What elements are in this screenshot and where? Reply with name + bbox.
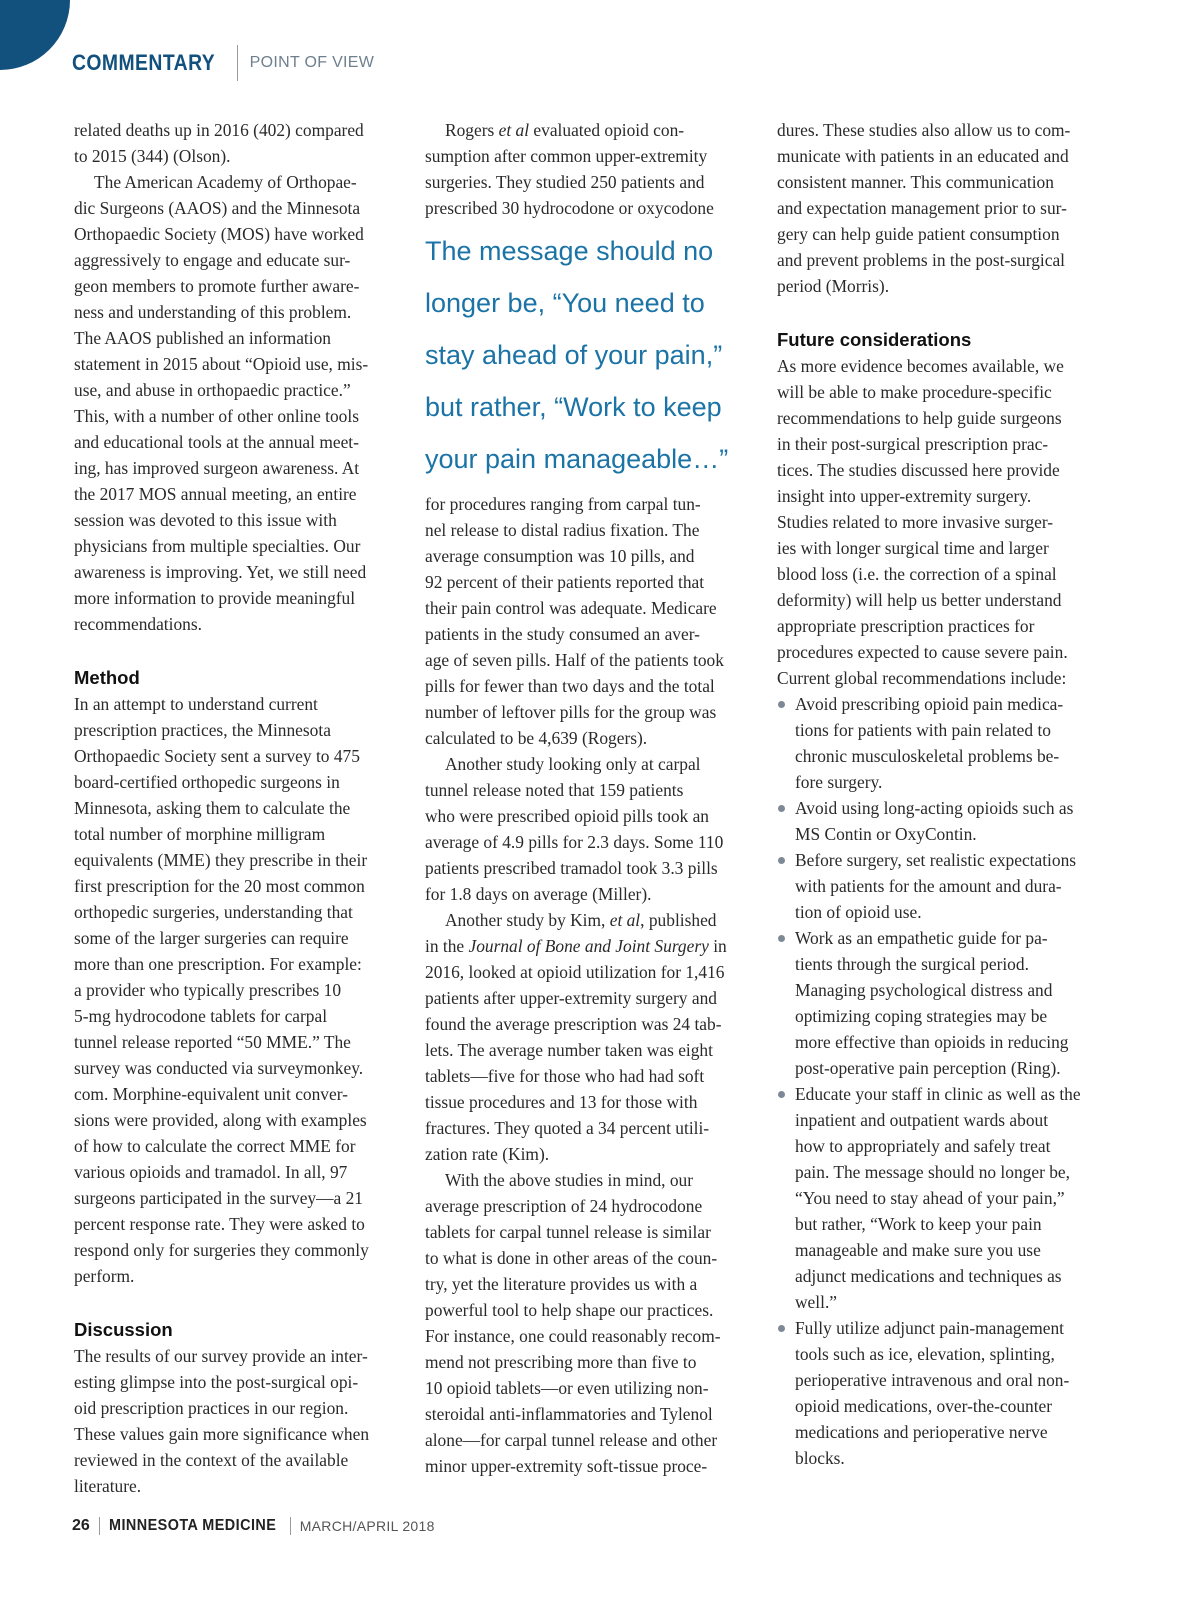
recommendation-item bbox=[777, 847, 1107, 925]
text-line: pain. The message should no longer be, bbox=[795, 1162, 1070, 1182]
text-line: medications and perioperative nerve bbox=[795, 1422, 1048, 1442]
page-footer bbox=[72, 1513, 435, 1539]
text-line: ies with longer surgical time and larger bbox=[777, 538, 1049, 558]
recommendation-item bbox=[777, 795, 1107, 847]
discussion-heading: Discussion bbox=[74, 1319, 173, 1340]
text-line: the 2017 MOS annual meeting, an entire bbox=[74, 484, 357, 504]
text-line: tions for patients with pain related to bbox=[795, 720, 1051, 740]
text-line: pills for fewer than two days and the total bbox=[425, 676, 715, 696]
text-line: For instance, one could reasonably recom- bbox=[425, 1326, 721, 1346]
text-line: inpatient and outpatient wards about bbox=[795, 1110, 1049, 1130]
text-line: and educational tools at the annual meet- bbox=[74, 432, 359, 452]
text-line: “You need to stay ahead of your pain,” bbox=[795, 1188, 1065, 1208]
text-line: patients after upper-extremity surgery and bbox=[425, 988, 717, 1008]
text-line: tunnel release reported “50 MME.” The bbox=[74, 1032, 351, 1052]
text-line: percent response rate. They were asked to bbox=[74, 1214, 365, 1234]
text-line: surgeries. They studied 250 patients and bbox=[425, 172, 705, 192]
text-line: calculated to be 4,639 (Rogers). bbox=[425, 728, 648, 748]
text-line: total number of morphine milligram bbox=[74, 824, 326, 844]
text-line: chronic musculoskeletal problems be- bbox=[795, 746, 1060, 766]
text-line: average of 4.9 pills for 2.3 days. Some 110 bbox=[425, 832, 724, 852]
paragraph-discussion bbox=[74, 1343, 404, 1499]
text-line: powerful tool to help shape our practices. bbox=[425, 1300, 714, 1320]
spacer bbox=[74, 1289, 404, 1315]
text-line: consistent manner. This communication bbox=[777, 172, 1054, 192]
text-line: The AAOS published an information bbox=[74, 328, 331, 348]
text-line: respond only for surgeries they commonly bbox=[74, 1240, 369, 1260]
text-line: Orthopaedic Society sent a survey to 475 bbox=[74, 746, 360, 766]
text-line: Orthopaedic Society (MOS) have worked bbox=[74, 224, 364, 244]
text-line: to what is done in other areas of the coun- bbox=[425, 1248, 718, 1268]
section-title: COMMENTARY bbox=[72, 50, 216, 75]
pull-quote bbox=[425, 225, 755, 485]
text-line: oid prescription practices in our region. bbox=[74, 1398, 349, 1418]
text-line: session was devoted to this issue with bbox=[74, 510, 337, 530]
text-line: 5-mg hydrocodone tablets for carpal bbox=[74, 1006, 328, 1026]
text-line: your pain manageable…” bbox=[425, 444, 729, 474]
text-line: board-certified orthopedic surgeons in bbox=[74, 772, 340, 792]
text-line: These values gain more significance when bbox=[74, 1424, 370, 1444]
recommendation-item bbox=[777, 1315, 1107, 1471]
recommendation-item bbox=[777, 1081, 1107, 1315]
text-line: aggressively to engage and educate sur- bbox=[74, 250, 351, 270]
footer-divider bbox=[99, 1517, 100, 1535]
text-line: age of seven pills. Half of the patients took bbox=[425, 650, 724, 670]
spacer bbox=[777, 299, 1107, 325]
text-line: equivalents (MME) they prescribe in their bbox=[74, 850, 368, 870]
text-line: minor upper-extremity soft-tissue proce- bbox=[425, 1456, 708, 1476]
text-line: but rather, “Work to keep bbox=[425, 392, 722, 422]
text-line: The American Academy of Orthopae- bbox=[94, 172, 357, 192]
method-heading: Method bbox=[74, 667, 140, 688]
paragraph-aaos bbox=[74, 169, 404, 637]
future-heading: Future considerations bbox=[777, 329, 972, 350]
recommendation-item bbox=[777, 925, 1107, 1081]
text-line: mend not prescribing more than five to bbox=[425, 1352, 697, 1372]
text-line: 92 percent of their patients reported that bbox=[425, 572, 705, 592]
paragraph-method bbox=[74, 691, 404, 1289]
text-line: dic Surgeons (AAOS) and the Minnesota bbox=[74, 198, 361, 218]
text-line: procedures expected to cause severe pain. bbox=[777, 642, 1068, 662]
text-line: Minnesota, asking them to calculate the bbox=[74, 798, 351, 818]
paragraph-kim bbox=[425, 959, 755, 1167]
text-line: Work as an empathetic guide for pa- bbox=[795, 928, 1048, 948]
text-line: related deaths up in 2016 (402) compared bbox=[74, 120, 364, 140]
text-line: 10 opioid tablets—or even utilizing non- bbox=[425, 1378, 709, 1398]
text-line: 2016, looked at opioid utilization for 1,416 bbox=[425, 962, 725, 982]
text-line: blood loss (i.e. the correction of a spinal bbox=[777, 564, 1057, 584]
text-line: perform. bbox=[74, 1266, 135, 1286]
text-line: The message should no bbox=[425, 236, 714, 266]
text-line: opioid medications, over-the-counter bbox=[795, 1396, 1053, 1416]
text-line: surgeons participated in the survey—a 21 bbox=[74, 1188, 363, 1208]
text-line: recommendations to help guide surgeons bbox=[777, 408, 1062, 428]
text-line: average prescription of 24 hydrocodone bbox=[425, 1196, 703, 1216]
kim-first-line: Another study by Kim, et al, published bbox=[445, 910, 717, 930]
text-line: try, yet the literature provides us with a bbox=[425, 1274, 698, 1294]
text-line: Managing psychological distress and bbox=[795, 980, 1053, 1000]
text-line: tion of opioid use. bbox=[795, 902, 922, 922]
page-header bbox=[72, 44, 374, 82]
text-line: reviewed in the context of the available bbox=[74, 1450, 349, 1470]
recommendations-list bbox=[777, 691, 1107, 1471]
corner-decoration bbox=[0, 0, 70, 70]
paragraph-intro bbox=[74, 117, 404, 169]
page-number: 26 bbox=[72, 1517, 90, 1534]
section-subtitle: POINT OF VIEW bbox=[249, 54, 375, 71]
text-line: With the above studies in mind, our bbox=[445, 1170, 694, 1190]
text-line: sions were provided, along with examples bbox=[74, 1110, 367, 1130]
column-3 bbox=[777, 117, 1107, 1471]
text-line: more effective than opioids in reducing bbox=[795, 1032, 1069, 1052]
text-line: tunnel release noted that 159 patients bbox=[425, 780, 684, 800]
text-line: prescribed 30 hydrocodone or oxycodone bbox=[425, 198, 714, 218]
text-line: well.” bbox=[795, 1292, 838, 1312]
text-line: ing, has improved surgeon awareness. At bbox=[74, 458, 360, 478]
text-line: blocks. bbox=[795, 1448, 845, 1468]
text-line: optimizing coping strategies may be bbox=[795, 1006, 1048, 1026]
text-line: ness and understanding of this problem. bbox=[74, 302, 352, 322]
text-line: Avoid prescribing opioid pain medica- bbox=[795, 694, 1064, 714]
text-line: longer be, “You need to bbox=[425, 288, 705, 318]
text-line: tients through the surgical period. bbox=[795, 954, 1029, 974]
text-line: physicians from multiple specialties. Our bbox=[74, 536, 361, 556]
text-line: their pain control was adequate. Medicare bbox=[425, 598, 717, 618]
paragraph-dures bbox=[777, 117, 1107, 299]
text-line: statement in 2015 about “Opioid use, mis- bbox=[74, 354, 369, 374]
text-line: in their post-surgical prescription prac- bbox=[777, 434, 1049, 454]
text-line: fore surgery. bbox=[795, 772, 883, 792]
text-line: tissue procedures and 13 for those with bbox=[425, 1092, 698, 1112]
text-line: and expectation management prior to sur- bbox=[777, 198, 1067, 218]
text-line: geon members to promote further aware- bbox=[74, 276, 360, 296]
text-line: orthopedic surgeries, understanding that bbox=[74, 902, 353, 922]
paragraph-future bbox=[777, 353, 1107, 691]
text-line: insight into upper-extremity surgery. bbox=[777, 486, 1032, 506]
text-line: Another study looking only at carpal bbox=[445, 754, 701, 774]
text-line: of how to calculate the correct MME for bbox=[74, 1136, 356, 1156]
text-line: Current global recommendations include: bbox=[777, 668, 1067, 688]
text-line: literature. bbox=[74, 1476, 142, 1496]
footer-divider bbox=[290, 1517, 291, 1535]
text-line: for procedures ranging from carpal tun- bbox=[425, 494, 701, 514]
text-line: Studies related to more invasive surger- bbox=[777, 512, 1054, 532]
text-line: alone—for carpal tunnel release and other bbox=[425, 1430, 718, 1450]
text-line: As more evidence becomes available, we bbox=[777, 356, 1064, 376]
text-line: survey was conducted via surveymonkey. bbox=[74, 1058, 364, 1078]
text-line: recommendations. bbox=[74, 614, 202, 634]
text-line: and prevent problems in the post-surgical bbox=[777, 250, 1066, 270]
paragraph-rogers-continued bbox=[425, 491, 755, 751]
text-line: deformity) will help us better understand bbox=[777, 590, 1062, 610]
text-line: stay ahead of your pain,” bbox=[425, 340, 723, 370]
text-line: who were prescribed opioid pills took an bbox=[425, 806, 709, 826]
paragraph-rogers bbox=[425, 143, 755, 221]
column-1 bbox=[74, 117, 404, 1499]
text-line: awareness is improving. Yet, we still need bbox=[74, 562, 367, 582]
issue-date: MARCH/APRIL 2018 bbox=[299, 1518, 435, 1534]
text-line: Before surgery, set realistic expectations bbox=[795, 850, 1077, 870]
text-line: Fully utilize adjunct pain-management bbox=[795, 1318, 1064, 1338]
text-line: perioperative intravenous and oral non- bbox=[795, 1370, 1070, 1390]
text-line: zation rate (Kim). bbox=[425, 1144, 550, 1164]
text-line: tices. The studies discussed here provide bbox=[777, 460, 1060, 480]
text-line: more information to provide meaningful bbox=[74, 588, 356, 608]
kim-second-line: in the Journal of Bone and Joint Surgery in bbox=[425, 936, 727, 956]
text-line: steroidal anti-inflammatories and Tylenol bbox=[425, 1404, 713, 1424]
text-line: for 1.8 days on average (Miller). bbox=[425, 884, 652, 904]
text-line: Avoid using long-acting opioids such as bbox=[795, 798, 1074, 818]
text-line: prescription practices, the Minnesota bbox=[74, 720, 331, 740]
text-line: adjunct medications and techniques as bbox=[795, 1266, 1062, 1286]
text-line: a provider who typically prescribes 10 bbox=[74, 980, 342, 1000]
text-line: lets. The average number taken was eight bbox=[425, 1040, 713, 1060]
text-line: tools such as ice, elevation, splinting, bbox=[795, 1344, 1055, 1364]
text-line: esting glimpse into the post-surgical opi- bbox=[74, 1372, 359, 1392]
text-line: post-operative pain perception (Ring). bbox=[795, 1058, 1061, 1078]
text-line: patients in the study consumed an aver- bbox=[425, 624, 700, 644]
text-line: MS Contin or OxyContin. bbox=[795, 824, 977, 844]
text-line: first prescription for the 20 most common bbox=[74, 876, 365, 896]
text-line: nel release to distal radius fixation. The bbox=[425, 520, 700, 540]
text-line: with patients for the amount and dura- bbox=[795, 876, 1062, 896]
text-line: how to appropriately and safely treat bbox=[795, 1136, 1051, 1156]
text-line: patients prescribed tramadol took 3.3 pills bbox=[425, 858, 718, 878]
rogers-first-line: Rogers et al evaluated opioid con- bbox=[445, 120, 685, 140]
text-line: tablets—five for those who had had soft bbox=[425, 1066, 705, 1086]
text-line: number of leftover pills for the group was bbox=[425, 702, 717, 722]
text-line: fractures. They quoted a 34 percent utili- bbox=[425, 1118, 710, 1138]
header-divider bbox=[237, 45, 238, 81]
publication-name: MINNESOTA MEDICINE bbox=[108, 1517, 277, 1534]
text-line: In an attempt to understand current bbox=[74, 694, 318, 714]
text-line: appropriate prescription practices for bbox=[777, 616, 1035, 636]
paragraph-miller bbox=[425, 751, 755, 907]
text-line: but rather, “Work to keep your pain bbox=[795, 1214, 1042, 1234]
text-line: municate with patients in an educated and bbox=[777, 146, 1069, 166]
text-line: will be able to make procedure-specific bbox=[777, 382, 1052, 402]
text-line: This, with a number of other online tools bbox=[74, 406, 359, 426]
text-line: com. Morphine-equivalent unit conver- bbox=[74, 1084, 348, 1104]
text-line: manageable and make sure you use bbox=[795, 1240, 1041, 1260]
text-line: use, and abuse in orthopaedic practice.” bbox=[74, 380, 351, 400]
text-line: dures. These studies also allow us to com- bbox=[777, 120, 1071, 140]
paragraph-studies bbox=[425, 1167, 755, 1479]
column-2 bbox=[425, 117, 755, 1479]
text-line: The results of our survey provide an inter- bbox=[74, 1346, 368, 1366]
text-line: found the average prescription was 24 tab- bbox=[425, 1014, 722, 1034]
recommendation-item bbox=[777, 691, 1107, 795]
text-line: to 2015 (344) (Olson). bbox=[74, 146, 231, 166]
text-line: some of the larger surgeries can require bbox=[74, 928, 349, 948]
text-line: tablets for carpal tunnel release is similar bbox=[425, 1222, 711, 1242]
text-line: more than one prescription. For example: bbox=[74, 954, 362, 974]
text-line: gery can help guide patient consumption bbox=[777, 224, 1060, 244]
text-line: various opioids and tramadol. In all, 97 bbox=[74, 1162, 348, 1182]
text-line: average consumption was 10 pills, and bbox=[425, 546, 695, 566]
spacer bbox=[74, 637, 404, 663]
text-line: Educate your staff in clinic as well as the bbox=[795, 1084, 1081, 1104]
text-line: period (Morris). bbox=[777, 276, 890, 296]
text-line: sumption after common upper-extremity bbox=[425, 146, 708, 166]
